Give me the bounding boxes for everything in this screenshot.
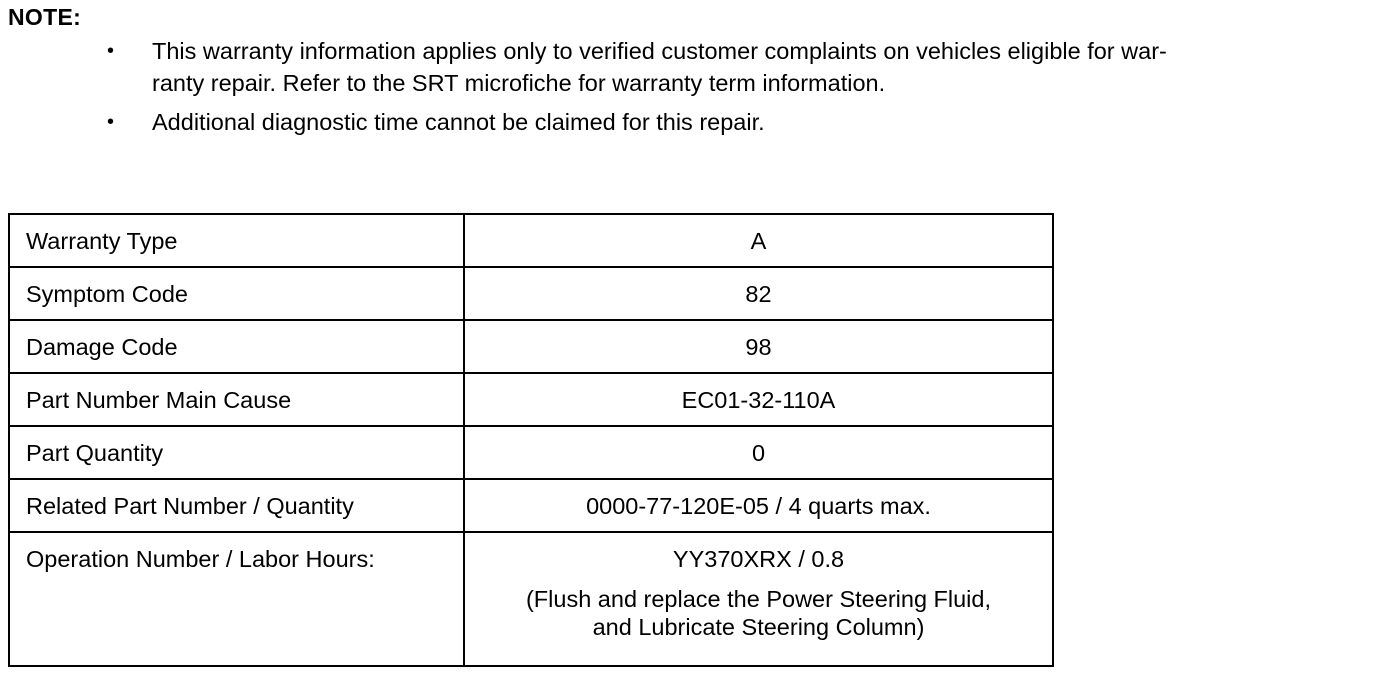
row-label: Damage Code: [9, 320, 464, 373]
row-label: Operation Number / Labor Hours:: [9, 532, 464, 666]
row-label: Part Quantity: [9, 426, 464, 479]
row-value-operation: [464, 532, 1053, 666]
operation-description-line: (Flush and replace the Power Steering Fluid,: [525, 586, 992, 612]
note-item: [0, 106, 1376, 138]
table-row: [9, 426, 1053, 479]
table-row: [9, 373, 1053, 426]
table-row: [9, 267, 1053, 320]
note-list: [0, 35, 1376, 145]
row-value: 82: [464, 267, 1053, 320]
table-row: [9, 214, 1053, 267]
operation-description-line: and Lubricate Steering Column): [592, 614, 925, 640]
warranty-table: [8, 213, 1054, 667]
note-heading: NOTE:: [8, 4, 82, 30]
operation-code: YY370XRX / 0.8: [672, 546, 845, 572]
row-value: A: [464, 214, 1053, 267]
note-item: [0, 35, 1376, 99]
note-text-line: ranty repair. Refer to the SRT microfiche for warranty term information.: [152, 70, 886, 96]
table-row-operation: [9, 532, 1053, 666]
bullet-icon: •: [107, 111, 115, 133]
row-value: EC01-32-110A: [464, 373, 1053, 426]
note-text-line: Additional diagnostic time cannot be claimed for this repair.: [152, 109, 765, 135]
note-text-line: This warranty information applies only to verified customer complaints on vehicles eligible for war-: [152, 38, 1167, 64]
row-label: Part Number Main Cause: [9, 373, 464, 426]
bullet-icon: •: [107, 40, 115, 62]
row-label: Symptom Code: [9, 267, 464, 320]
table-row: [9, 479, 1053, 532]
row-value: 0000-77-120E-05 / 4 quarts max.: [464, 479, 1053, 532]
row-value: 98: [464, 320, 1053, 373]
row-label: Warranty Type: [9, 214, 464, 267]
row-label: Related Part Number / Quantity: [9, 479, 464, 532]
operation-description: [481, 585, 1036, 641]
row-value: 0: [464, 426, 1053, 479]
table-row: [9, 320, 1053, 373]
